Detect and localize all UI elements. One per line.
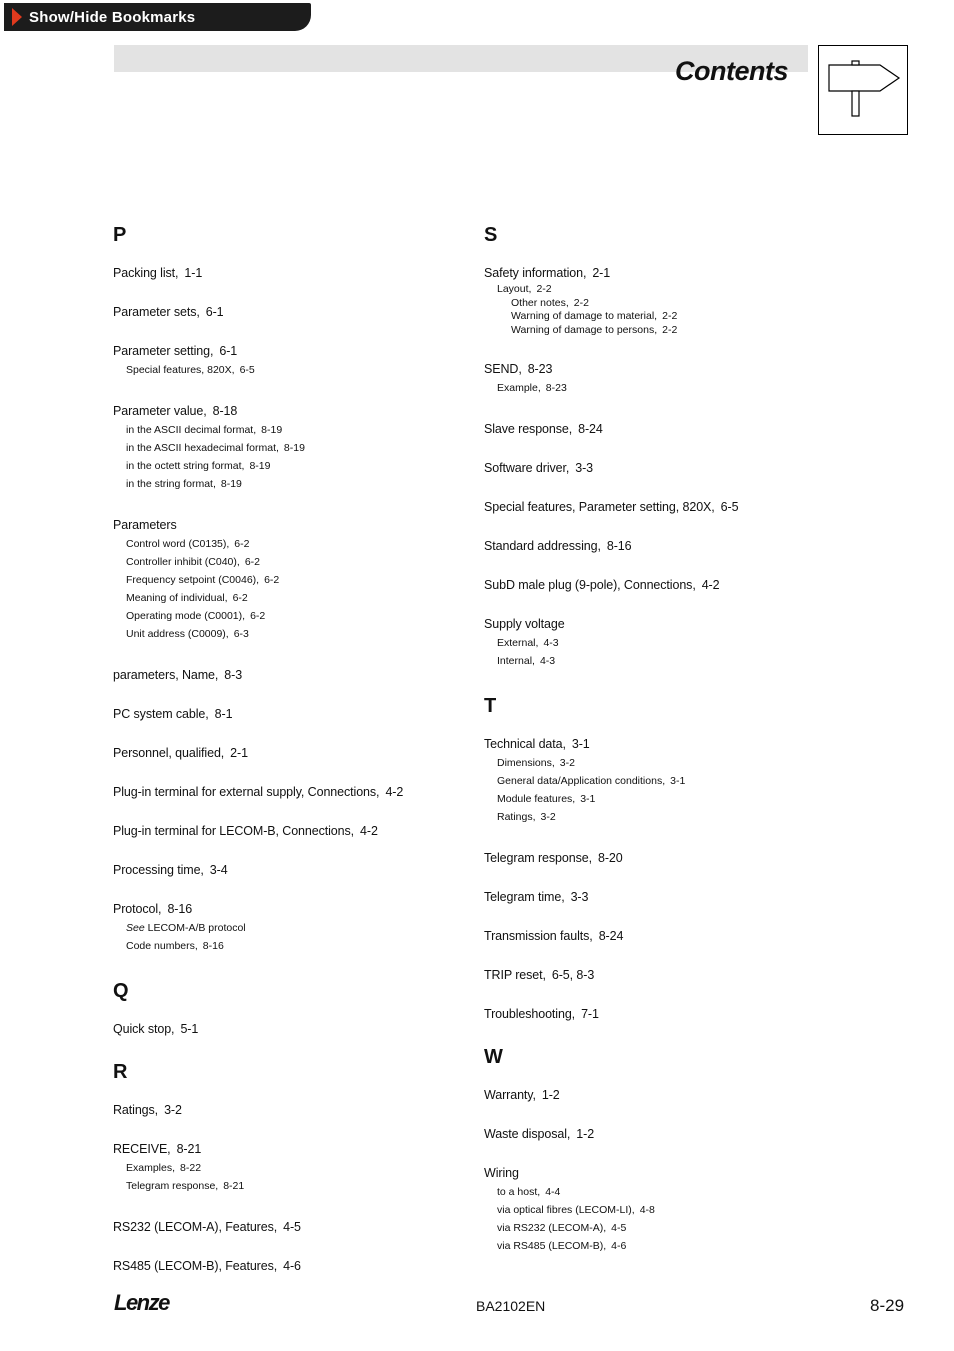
subentry-text: Warning of damage to material, [511, 310, 658, 322]
subentry [497, 379, 844, 397]
subentry-list [484, 283, 844, 337]
entry-text: SEND, [484, 362, 522, 376]
index-entry [484, 890, 844, 904]
index-column-left [113, 224, 473, 1298]
index-entry-line [484, 266, 844, 280]
subentry-page-ref: 4-6 [611, 1240, 627, 1252]
subentry [126, 421, 473, 439]
entry-page-ref: 8-16 [167, 902, 193, 916]
subentry-text: Meaning of individual, [126, 592, 228, 604]
entry-text: RS232 (LECOM-A), Features, [113, 1220, 278, 1234]
index-entry [113, 518, 473, 643]
subentry [497, 1219, 844, 1237]
entry-text: Quick stop, [113, 1022, 175, 1036]
subentry-list [113, 1159, 473, 1195]
bookmarks-button-label: Show/Hide Bookmarks [29, 8, 196, 26]
subentry-page-ref: 8-22 [180, 1162, 202, 1174]
index-letter-heading: R [113, 1061, 128, 1083]
index-entry [484, 1127, 844, 1141]
subentry [497, 808, 844, 826]
subentry-list [484, 1183, 844, 1255]
index-entry-line [113, 824, 473, 838]
index-entry-line [484, 1166, 844, 1180]
subentry-page-ref: 6-3 [233, 628, 249, 640]
index-entry-line [484, 929, 844, 943]
subentry [126, 439, 473, 457]
index-entry [484, 1088, 844, 1102]
entry-text: Transmission faults, [484, 929, 593, 943]
index-entry-line [113, 305, 473, 319]
index-entry-line [484, 968, 844, 982]
subentry [126, 1177, 473, 1195]
subentry-page-ref: 8-21 [223, 1180, 245, 1192]
index-entry-line [113, 746, 473, 760]
index-column-right [484, 224, 844, 1280]
entry-page-ref: 5-1 [180, 1022, 199, 1036]
subentry-page-ref: 8-19 [249, 460, 271, 472]
index-entry-line [484, 617, 844, 631]
index-entry-line [484, 578, 844, 592]
subentry-page-ref: 4-8 [639, 1204, 655, 1216]
index-entry [484, 461, 844, 475]
index-entry [484, 362, 844, 397]
entry-text: Software driver, [484, 461, 570, 475]
subentry-text: LECOM-A/B protocol [147, 922, 246, 934]
entry-text: Plug-in terminal for LECOM-B, Connections, [113, 824, 355, 838]
index-entry-line [484, 890, 844, 904]
subentry [126, 571, 473, 589]
index-entry [113, 305, 473, 319]
entry-page-ref: 4-2 [701, 578, 720, 592]
subentry-list [113, 919, 473, 955]
page-title: Contents [675, 56, 788, 86]
index-entry-line [113, 1220, 473, 1234]
index-entry [484, 968, 844, 982]
entry-text: Special features, Parameter setting, 820X, [484, 500, 715, 514]
index-entry [113, 785, 473, 799]
index-entry [484, 737, 844, 826]
subentry-list [113, 421, 473, 493]
entry-page-ref: 8-23 [527, 362, 553, 376]
subentry-text: Warning of damage to persons, [511, 323, 658, 336]
subentry-text: via optical fibres (LECOM-LI), [497, 1204, 635, 1216]
index-entry [484, 266, 844, 337]
entry-text: Wiring [484, 1166, 519, 1180]
entry-text: Personnel, qualified, [113, 746, 225, 760]
index-entry [484, 539, 844, 553]
subentry [497, 1237, 844, 1255]
lenze-logo: Lenze [114, 1290, 169, 1315]
index-entry-line [113, 1022, 473, 1036]
index-letter-heading: W [484, 1046, 503, 1068]
signpost-icon [818, 45, 908, 135]
entry-page-ref: 2-1 [592, 266, 611, 280]
entry-text: Plug-in terminal for external supply, Connections, [113, 785, 380, 799]
entry-page-ref: 6-5 [720, 500, 739, 514]
document-id: BA2102EN [476, 1298, 546, 1314]
subentry-text: Special features, 820X, [126, 364, 235, 376]
subentry-text: External, [497, 637, 539, 649]
index-entry-line [113, 344, 473, 358]
subentry-page-ref: 8-19 [220, 478, 242, 490]
index-entry-line [113, 1259, 473, 1273]
entry-page-ref: 8-1 [214, 707, 233, 721]
entry-page-ref: 8-24 [598, 929, 624, 943]
entry-page-ref: 6-5, 8-3 [551, 968, 595, 982]
subentry-list [484, 754, 844, 826]
entry-page-ref: 4-2 [385, 785, 404, 799]
subentry-text: Code numbers, [126, 940, 198, 952]
subentry-text: Layout, [497, 283, 532, 295]
index-entry [113, 266, 473, 280]
entry-text: Supply voltage [484, 617, 565, 631]
subentry [126, 1159, 473, 1177]
entry-text: Warranty, [484, 1088, 536, 1102]
index-entry [484, 1166, 844, 1255]
subentry [497, 283, 844, 297]
index-entry [484, 422, 844, 436]
entry-page-ref: 8-20 [597, 851, 623, 865]
subentry [511, 310, 844, 324]
subentry [126, 589, 473, 607]
index-entry [113, 1220, 473, 1234]
entry-text: Parameter setting, [113, 344, 214, 358]
subentry-page-ref: 8-19 [283, 442, 305, 454]
entry-text: Slave response, [484, 422, 573, 436]
entry-page-ref: 4-2 [360, 824, 378, 838]
subentry [126, 625, 473, 643]
subentry-list [113, 361, 473, 379]
index-entry [484, 929, 844, 943]
subentry-text: Example, [497, 382, 541, 394]
subentry-text: Other notes, [511, 296, 569, 309]
index-entry [113, 1142, 473, 1195]
subentry-page-ref: 6-2 [244, 556, 260, 568]
index-entry-line [113, 404, 473, 418]
subentry-text: Frequency setpoint (C0046), [126, 574, 260, 586]
subentry [497, 1201, 844, 1219]
subentry-page-ref: 6-2 [250, 610, 266, 622]
index-entry-line [484, 422, 844, 436]
entry-text: RECEIVE, [113, 1142, 171, 1156]
index-entry-line [484, 362, 844, 376]
entry-page-ref: 8-21 [176, 1142, 202, 1156]
subentry [497, 772, 844, 790]
entry-text: Waste disposal, [484, 1127, 571, 1141]
subentry-text: Controller inhibit (C040), [126, 556, 240, 568]
subentry-page-ref: 2-2 [662, 310, 678, 322]
entry-page-ref: 8-16 [606, 539, 632, 553]
subentry-text: via RS485 (LECOM-B), [497, 1240, 607, 1252]
index-entry-line [484, 461, 844, 475]
index-entry-line [113, 518, 473, 532]
entry-text: Parameter sets, [113, 305, 200, 319]
index-entry-line [484, 851, 844, 865]
subentry-page-ref: 6-2 [232, 592, 248, 604]
index-letter-heading: Q [113, 980, 129, 1002]
subentry-page-ref: 4-4 [545, 1186, 561, 1198]
index-entry-line [113, 785, 473, 799]
index-entry-line [113, 266, 473, 280]
index-letter-heading: S [484, 224, 498, 246]
subentry-page-ref: 4-3 [543, 637, 559, 649]
subentry-page-ref: 3-1 [580, 793, 596, 805]
entry-text: Telegram response, [484, 851, 592, 865]
subentry-text: in the ASCII hexadecimal format, [126, 442, 279, 454]
entry-page-ref: 3-3 [570, 890, 589, 904]
subentry-page-ref: 4-5 [611, 1222, 627, 1234]
subentry [126, 475, 473, 493]
subentry-page-ref: 6-2 [234, 538, 250, 550]
subentry [126, 535, 473, 553]
subentry-page-ref: 8-19 [261, 424, 283, 436]
subentry-page-ref: 2-2 [536, 283, 552, 295]
index-entry-line [484, 500, 844, 514]
subentry [126, 919, 473, 937]
subentry-text: General data/Application conditions, [497, 775, 666, 787]
entry-page-ref: 4-5 [283, 1220, 301, 1234]
subentry [126, 607, 473, 625]
entry-page-ref: 3-2 [164, 1103, 182, 1117]
index-entry [113, 863, 473, 877]
index-letter-heading: P [113, 224, 127, 246]
entry-page-ref: 7-1 [581, 1007, 599, 1021]
subentry [126, 553, 473, 571]
subentry-text: in the ASCII decimal format, [126, 424, 257, 436]
index-entry [113, 404, 473, 493]
subentry [511, 297, 844, 311]
entry-text: Processing time, [113, 863, 204, 877]
entry-text: Safety information, [484, 266, 587, 280]
entry-text: Protocol, [113, 902, 162, 916]
entry-page-ref: 1-2 [541, 1088, 560, 1102]
index-entry [484, 1007, 844, 1021]
index-entry-line [113, 1103, 473, 1117]
entry-page-ref: 8-24 [578, 422, 603, 436]
index-entry [113, 668, 473, 682]
index-entry [113, 344, 473, 379]
subentry-text: Control word (C0135), [126, 538, 230, 550]
subentry [497, 1183, 844, 1201]
entry-page-ref: 3-1 [571, 737, 590, 751]
entry-page-ref: 3-3 [575, 461, 594, 475]
entry-text: Standard addressing, [484, 539, 601, 553]
see-reference: See [126, 922, 145, 934]
entry-text: parameters, Name, [113, 668, 219, 682]
index-entry-line [484, 1088, 844, 1102]
subentry [497, 790, 844, 808]
entry-text: SubD male plug (9-pole), Connections, [484, 578, 696, 592]
subentry [126, 361, 473, 379]
entry-page-ref: 6-1 [219, 344, 238, 358]
subentry-page-ref: 4-3 [539, 655, 556, 667]
subentry-page-ref: 3-1 [670, 775, 686, 787]
index-entry-line [113, 707, 473, 721]
subentry [511, 324, 844, 338]
index-entry-line [113, 668, 473, 682]
subentry-text: Module features, [497, 793, 576, 805]
index-entry-line [484, 1007, 844, 1021]
subentry-list [484, 379, 844, 397]
subentry [497, 754, 844, 772]
subentry-text: Operating mode (C0001), [126, 610, 246, 622]
show-hide-bookmarks-button[interactable] [4, 3, 311, 31]
entry-text: Parameters [113, 518, 177, 532]
index-entry [484, 617, 844, 670]
index-entry-line [484, 1127, 844, 1141]
entry-page-ref: 4-6 [283, 1259, 301, 1273]
subentry-page-ref: 3-2 [540, 811, 556, 823]
subentry [126, 937, 473, 955]
entry-text: Troubleshooting, [484, 1007, 576, 1021]
entry-page-ref: 6-1 [205, 305, 224, 319]
index-entry-line [484, 539, 844, 553]
subentry-text: Ratings, [497, 811, 536, 823]
index-entry [113, 1103, 473, 1117]
entry-page-ref: 1-1 [184, 266, 203, 280]
entry-text: Telegram time, [484, 890, 565, 904]
subentry [497, 634, 844, 652]
entry-text: Ratings, [113, 1103, 159, 1117]
index-letter-heading: T [484, 695, 497, 717]
subentry-page-ref: 2-2 [573, 296, 589, 309]
index-entry [484, 578, 844, 592]
subentry-text: Telegram response, [126, 1180, 219, 1192]
index-entry [113, 824, 473, 838]
entry-page-ref: 3-4 [209, 863, 228, 877]
index-entry-line [113, 863, 473, 877]
entry-page-ref: 8-18 [212, 404, 238, 418]
entry-text: Packing list, [113, 266, 179, 280]
subentry-text: Examples, [126, 1162, 176, 1174]
subentry-page-ref: 6-2 [264, 574, 280, 586]
entry-text: Parameter value, [113, 404, 207, 418]
entry-text: TRIP reset, [484, 968, 546, 982]
play-arrow-icon [12, 8, 22, 26]
subentry-text: in the octett string format, [126, 460, 245, 472]
entry-text: Technical data, [484, 737, 566, 751]
index-entry [113, 707, 473, 721]
subentry-text: via RS232 (LECOM-A), [497, 1222, 607, 1234]
index-entry [113, 1022, 473, 1036]
subentry-list [113, 535, 473, 643]
index-entry-line [484, 737, 844, 751]
index-entry [113, 902, 473, 955]
subentry-text: to a host, [497, 1186, 541, 1198]
subentry-page-ref: 2-2 [662, 323, 678, 336]
entry-page-ref: 1-2 [576, 1127, 595, 1141]
entry-text: RS485 (LECOM-B), Features, [113, 1259, 278, 1273]
subentry [126, 457, 473, 475]
subentry-text: in the string format, [126, 478, 216, 490]
entry-page-ref: 8-3 [224, 668, 243, 682]
index-entry [484, 500, 844, 514]
index-entry [113, 746, 473, 760]
entry-page-ref: 2-1 [230, 746, 248, 760]
subentry-text: Internal, [497, 655, 535, 667]
subentry-page-ref: 3-2 [559, 757, 575, 769]
subentry [497, 652, 844, 670]
subentry-text: Unit address (C0009), [126, 628, 229, 640]
subentry-page-ref: 8-16 [202, 940, 224, 952]
index-entry-line [113, 902, 473, 916]
index-entry [113, 1259, 473, 1273]
index-entry [484, 851, 844, 865]
page-number: 8-29 [870, 1296, 905, 1315]
subentry-text: Dimensions, [497, 757, 555, 769]
subentry-list [484, 634, 844, 670]
subentry-page-ref: 6-5 [239, 364, 255, 376]
subentry-page-ref: 8-23 [545, 382, 567, 394]
index-entry-line [113, 1142, 473, 1156]
entry-text: PC system cable, [113, 707, 209, 721]
